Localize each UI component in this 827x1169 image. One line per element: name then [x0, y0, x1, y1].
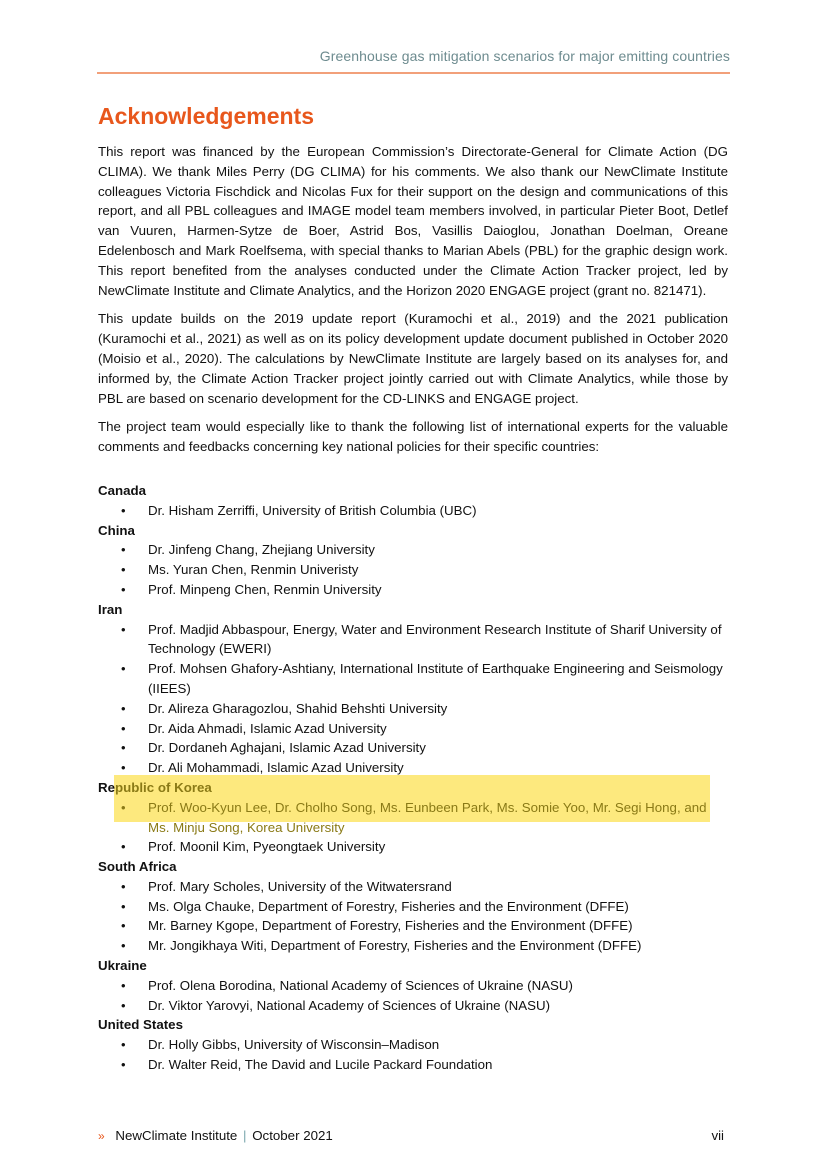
country-section-iran — [98, 600, 728, 778]
list-item: • Dr. Dordaneh Aghajani, Islamic Azad University — [98, 738, 728, 758]
list-item: • Ms. Olga Chauke, Department of Forestry, Fisheries and the Environment (DFFE) — [98, 897, 728, 917]
paragraph-update: This update builds on the 2019 update report (Kuramochi et al., 2019) and the 2021 publication (Kuramochi et al., 2021) as well as on its policy development update document published in October 2020 (Moisio et al., 2020). The calculations by NewClimate Institute are largely based on its analyses for, and informed by, the Climate Action Tracker project jointly carried out with Climate Analytics, while those by PBL are based on scenario development for the CD-LINKS and ENGAGE project. — [98, 311, 728, 406]
country-section-canada — [98, 481, 728, 521]
bullet-icon: • — [121, 878, 126, 894]
bullet-icon: • — [121, 621, 126, 637]
list-item: • Dr. Jinfeng Chang, Zhejiang University — [98, 540, 728, 560]
paragraph-funding: This report was financed by the European Commission’s Directorate-General for Climate Action (DG CLIMA). We thank Miles Perry (DG CLIMA) for his comments. We also thank our NewClimate Institute colleagues Victoria Fischdick and Nicolas Fux for their support on the design and communications of this report, and all PBL colleagues and IMAGE model team members involved, in particular Pieter Boot, Detlef van Vuuren, Harmen-Sytze de Boer, Astrid Bos, Vasillis Daioglou, Jonathan Doelman, Oreane Edelenbosch and Mark Roelfsema, with special thanks to Marian Abels (PBL) for the graphic design work. This report benefited from the analyses conducted under the Climate Action Tracker project, led by NewClimate Institute and Climate Analytics, and the Horizon 2020 ENGAGE project (grant no. 821471). — [98, 144, 728, 298]
list-item: • Prof. Minpeng Chen, Renmin University — [98, 580, 728, 600]
footer-organization: NewClimate Institute — [115, 1128, 238, 1143]
running-header: Greenhouse gas mitigation scenarios for major emitting countries — [319, 48, 730, 64]
bullet-icon: • — [121, 502, 126, 518]
header-divider — [97, 72, 730, 74]
list-item: • Dr. Walter Reid, The David and Lucile Packard Foundation — [98, 1055, 728, 1075]
bullet-icon: • — [121, 977, 126, 993]
country-section-china — [98, 521, 728, 600]
list-item: • Dr. Ali Mohammadi, Islamic Azad University — [98, 758, 728, 778]
list-item: • Dr. Holly Gibbs, University of Wisconsin–Madison — [98, 1035, 728, 1055]
double-chevron-icon: » — [98, 1129, 102, 1143]
country-heading: Canada — [98, 482, 147, 498]
list-item: • Mr. Jongikhaya Witi, Department of Forestry, Fisheries and the Environment (DFFE) — [98, 936, 728, 956]
country-heading: United States — [98, 1017, 183, 1033]
bullet-icon: • — [121, 918, 126, 934]
list-item: • Prof. Mary Scholes, University of the Witwatersrand — [98, 877, 728, 897]
footer-date: October 2021 — [252, 1128, 333, 1143]
bullet-icon: • — [121, 938, 126, 954]
country-heading: Republic of Korea — [98, 779, 212, 795]
list-item: • Dr. Alireza Gharagozlou, Shahid Behshti University — [98, 699, 728, 719]
country-heading: China — [98, 522, 135, 538]
list-item: • Dr. Viktor Yarovyi, National Academy of Sciences of Ukraine (NASU) — [98, 996, 728, 1016]
list-item: • Mr. Barney Kgope, Department of Forestry, Fisheries and the Environment (DFFE) — [98, 916, 728, 936]
country-section-united-states — [98, 1015, 728, 1074]
bullet-icon: • — [121, 760, 126, 776]
paragraph-experts-intro: The project team would especially like to thank the following list of international experts for the valuable comments and feedbacks concerning key national policies for their specific countries: — [98, 419, 728, 455]
list-item: • Prof. Olena Borodina, National Academy of Sciences of Ukraine (NASU) — [98, 976, 728, 996]
country-heading: Ukraine — [98, 958, 147, 974]
list-item: • Dr. Hisham Zerriffi, University of British Columbia (UBC) — [98, 501, 728, 521]
bullet-icon: • — [121, 799, 126, 815]
list-item: • Prof. Mohsen Ghafory-Ashtiany, International Institute of Earthquake Engineering and Seismology (IIEES) — [121, 661, 723, 696]
bullet-icon: • — [121, 839, 126, 855]
bullet-icon: • — [121, 997, 126, 1013]
list-item: • Ms. Yuran Chen, Renmin Univeristy — [98, 560, 728, 580]
bullet-icon: • — [121, 740, 126, 756]
page-number: vii — [711, 1128, 724, 1143]
bullet-icon: • — [121, 700, 126, 716]
list-item: • Dr. Aida Ahmadi, Islamic Azad University — [98, 719, 728, 739]
bullet-icon: • — [121, 542, 126, 558]
country-heading: Iran — [98, 601, 123, 617]
list-item-highlighted: • Prof. Woo-Kyun Lee, Dr. Cholho Song, Ms. Eunbeen Park, Ms. Somie Yoo, Mr. Segi Hong, and Ms. Minju Song, Korea University — [121, 799, 707, 835]
page-title: Acknowledgements — [98, 103, 314, 129]
bullet-icon: • — [121, 1037, 126, 1053]
bullet-icon: • — [121, 720, 126, 736]
country-section-ukraine — [98, 956, 728, 1015]
list-item: • Prof. Madjid Abbaspour, Energy, Water and Environment Research Institute of Sharif University of Technology (EWERI) — [121, 621, 722, 657]
country-heading: South Africa — [98, 859, 177, 875]
bullet-icon: • — [121, 562, 126, 578]
document-body — [98, 142, 728, 1075]
bullet-icon: • — [121, 581, 126, 597]
list-item: • Prof. Moonil Kim, Pyeongtaek University — [98, 837, 728, 857]
country-section-korea — [98, 778, 728, 857]
bullet-icon: • — [121, 1057, 126, 1073]
bullet-icon: • — [121, 898, 126, 914]
bullet-icon: • — [121, 661, 126, 677]
footer-separator: | — [243, 1128, 247, 1143]
page-footer — [98, 1128, 728, 1143]
country-section-south-africa — [98, 857, 728, 956]
